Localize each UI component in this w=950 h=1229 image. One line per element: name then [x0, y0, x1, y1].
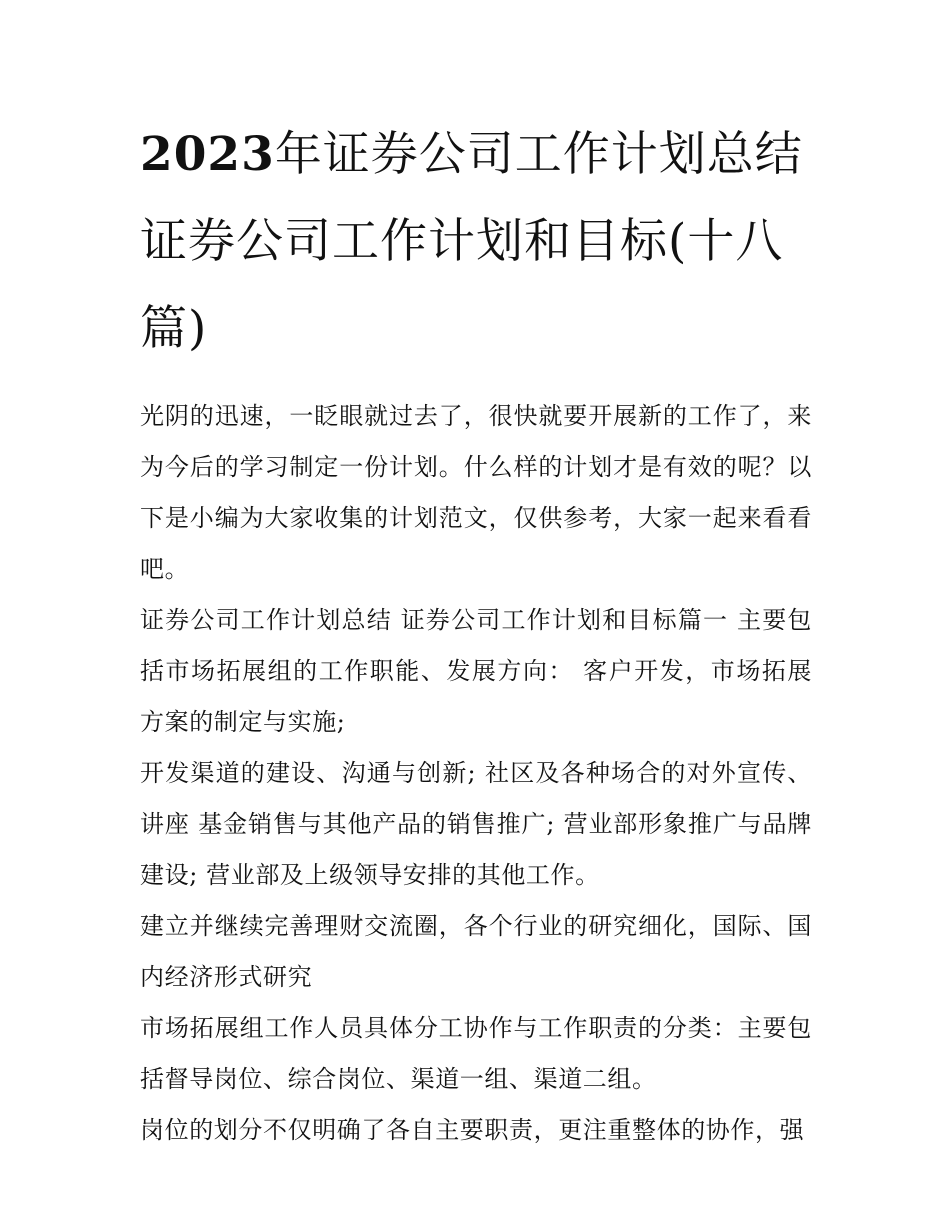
paragraph-functions: 证券公司工作计划总结 证券公司工作计划和目标篇一 主要包括市场拓展组的工作职能、发展方向： 客户开发，市场拓展方案的制定与实施; — [140, 605, 812, 736]
document-title — [140, 112, 812, 373]
paragraph-roles: 岗位的划分不仅明确了各自主要职责，更注重整体的协作，强 — [140, 1115, 805, 1144]
paragraph-intro: 光阴的迅速，一眨眼就过去了，很快就要开展新的工作了，来为今后的学习制定一份计划。什么样的计划才是有效的呢？以下是小编为大家收集的计划范文，仅供参考，大家一起来看看吧。 — [140, 401, 812, 583]
title-text: 年证券公司工作计划总结 证券公司工作计划和目标(十八篇) — [140, 127, 803, 356]
document-page — [140, 112, 812, 1156]
paragraph-channels: 开发渠道的建设、沟通与创新; 社区及各种场合的对外宣传、讲座 基金销售与其他产品的销售推广; 营业部形象推广与品牌建设; 营业部及上级领导安排的其他工作。 — [140, 758, 812, 889]
paragraph-division: 市场拓展组工作人员具体分工协作与工作职责的分类：主要包括督导岗位、综合岗位、渠道一组、渠道二组。 — [140, 1013, 812, 1093]
title-year: 2023 — [140, 127, 275, 182]
paragraph-research: 建立并继续完善理财交流圈，各个行业的研究细化，国际、国内经济形式研究 — [140, 911, 812, 991]
